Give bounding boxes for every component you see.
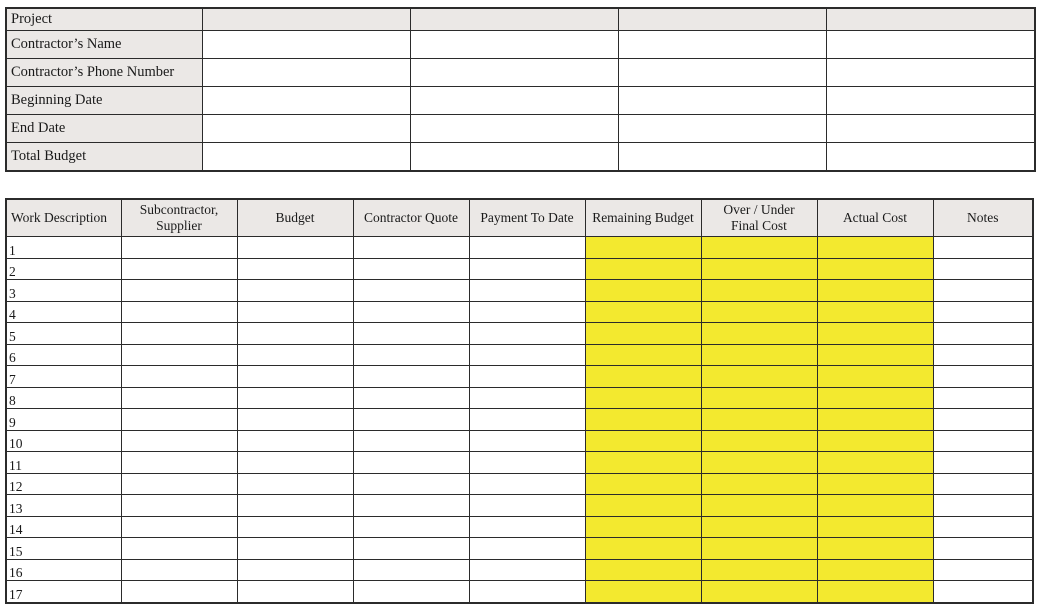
- table-row: [6, 280, 1033, 302]
- cell-notes[interactable]: [933, 538, 1033, 560]
- row-number-cell[interactable]: 5: [6, 323, 121, 345]
- project-info-table: [5, 7, 1036, 172]
- cell-remaining-budget[interactable]: [585, 280, 701, 302]
- project-info-value-cell[interactable]: [826, 87, 1035, 115]
- cell-contractor-quote[interactable]: [353, 258, 469, 280]
- cell-contractor-quote[interactable]: [353, 581, 469, 603]
- cell-over-under[interactable]: [701, 473, 817, 495]
- row-number-cell[interactable]: 4: [6, 301, 121, 323]
- cell-remaining-budget[interactable]: [585, 473, 701, 495]
- cell-subcontractor[interactable]: [121, 323, 237, 345]
- column-header-payment-to-date: Payment To Date: [469, 199, 585, 237]
- cell-actual-cost[interactable]: [817, 387, 933, 409]
- cell-budget[interactable]: [237, 258, 353, 280]
- cell-notes[interactable]: [933, 344, 1033, 366]
- cell-budget[interactable]: [237, 366, 353, 388]
- cell-budget[interactable]: [237, 473, 353, 495]
- cell-payment-to-date[interactable]: [469, 495, 585, 517]
- cell-notes[interactable]: [933, 301, 1033, 323]
- cell-actual-cost[interactable]: [817, 301, 933, 323]
- cell-payment-to-date[interactable]: [469, 237, 585, 259]
- cell-remaining-budget[interactable]: [585, 366, 701, 388]
- cell-remaining-budget[interactable]: [585, 516, 701, 538]
- cell-remaining-budget[interactable]: [585, 559, 701, 581]
- cell-over-under[interactable]: [701, 237, 817, 259]
- row-number-cell[interactable]: 12: [6, 473, 121, 495]
- table-row: [6, 473, 1033, 495]
- cell-subcontractor[interactable]: [121, 280, 237, 302]
- cell-remaining-budget[interactable]: [585, 430, 701, 452]
- project-info-value-cell[interactable]: [410, 8, 618, 31]
- cell-payment-to-date[interactable]: [469, 366, 585, 388]
- project-info-value-cell[interactable]: [202, 115, 410, 143]
- cell-subcontractor[interactable]: [121, 301, 237, 323]
- cell-over-under[interactable]: [701, 495, 817, 517]
- column-header-notes: Notes: [933, 199, 1033, 237]
- cell-contractor-quote[interactable]: [353, 452, 469, 474]
- table-row: [6, 387, 1033, 409]
- cell-subcontractor[interactable]: [121, 430, 237, 452]
- cell-over-under[interactable]: [701, 301, 817, 323]
- cell-budget[interactable]: [237, 538, 353, 560]
- column-header-remaining-budget: Remaining Budget: [585, 199, 701, 237]
- cell-actual-cost[interactable]: [817, 495, 933, 517]
- cell-contractor-quote[interactable]: [353, 473, 469, 495]
- project-info-row: [6, 59, 1035, 87]
- cell-notes[interactable]: [933, 387, 1033, 409]
- cell-over-under[interactable]: [701, 430, 817, 452]
- project-info-value-cell[interactable]: [410, 143, 618, 172]
- project-info-value-cell[interactable]: [826, 31, 1035, 59]
- project-info-label: Contractor’s Name: [6, 31, 202, 59]
- cell-subcontractor[interactable]: [121, 409, 237, 431]
- cell-payment-to-date[interactable]: [469, 409, 585, 431]
- table-row: [6, 258, 1033, 280]
- cell-budget[interactable]: [237, 387, 353, 409]
- table-row: [6, 430, 1033, 452]
- row-number-cell[interactable]: 3: [6, 280, 121, 302]
- project-info-value-cell[interactable]: [618, 115, 826, 143]
- cell-contractor-quote[interactable]: [353, 559, 469, 581]
- project-info-value-cell[interactable]: [618, 59, 826, 87]
- tracker-header-row: [6, 199, 1033, 237]
- table-row: [6, 495, 1033, 517]
- column-header-work-description: Work Description: [6, 199, 121, 237]
- project-info-row: [6, 8, 1035, 31]
- cell-remaining-budget[interactable]: [585, 538, 701, 560]
- table-row: [6, 237, 1033, 259]
- cell-remaining-budget[interactable]: [585, 258, 701, 280]
- cell-subcontractor[interactable]: [121, 473, 237, 495]
- cell-actual-cost[interactable]: [817, 430, 933, 452]
- cell-contractor-quote[interactable]: [353, 344, 469, 366]
- cell-remaining-budget[interactable]: [585, 581, 701, 603]
- project-info-value-cell[interactable]: [826, 143, 1035, 172]
- column-header-line: Final Cost: [731, 218, 787, 233]
- cell-subcontractor[interactable]: [121, 581, 237, 603]
- project-info-label: Contractor’s Phone Number: [6, 59, 202, 87]
- row-number-cell[interactable]: 14: [6, 516, 121, 538]
- cell-actual-cost[interactable]: [817, 323, 933, 345]
- cell-contractor-quote[interactable]: [353, 280, 469, 302]
- cell-budget[interactable]: [237, 495, 353, 517]
- cell-payment-to-date[interactable]: [469, 280, 585, 302]
- cell-budget[interactable]: [237, 516, 353, 538]
- cell-contractor-quote[interactable]: [353, 387, 469, 409]
- cell-payment-to-date[interactable]: [469, 301, 585, 323]
- project-info-row: [6, 143, 1035, 172]
- cell-payment-to-date[interactable]: [469, 538, 585, 560]
- project-info-value-cell[interactable]: [410, 31, 618, 59]
- row-number-cell[interactable]: 17: [6, 581, 121, 603]
- cell-payment-to-date[interactable]: [469, 344, 585, 366]
- column-header-line: Over / Under: [723, 202, 795, 217]
- table-row: [6, 452, 1033, 474]
- cell-actual-cost[interactable]: [817, 344, 933, 366]
- row-number-cell[interactable]: 2: [6, 258, 121, 280]
- cell-notes[interactable]: [933, 473, 1033, 495]
- project-info-value-cell[interactable]: [618, 143, 826, 172]
- cell-payment-to-date[interactable]: [469, 452, 585, 474]
- cell-over-under[interactable]: [701, 323, 817, 345]
- cell-contractor-quote[interactable]: [353, 430, 469, 452]
- cell-over-under[interactable]: [701, 581, 817, 603]
- table-row: [6, 516, 1033, 538]
- cell-actual-cost[interactable]: [817, 237, 933, 259]
- table-row: [6, 581, 1033, 603]
- cell-over-under[interactable]: [701, 452, 817, 474]
- cell-contractor-quote[interactable]: [353, 323, 469, 345]
- project-info-value-cell[interactable]: [826, 8, 1035, 31]
- project-info-value-cell[interactable]: [618, 31, 826, 59]
- budget-tracker-table: [5, 198, 1034, 604]
- cell-actual-cost[interactable]: [817, 258, 933, 280]
- cell-budget[interactable]: [237, 344, 353, 366]
- cell-remaining-budget[interactable]: [585, 344, 701, 366]
- cell-actual-cost[interactable]: [817, 516, 933, 538]
- project-info-value-cell[interactable]: [826, 115, 1035, 143]
- cell-remaining-budget[interactable]: [585, 301, 701, 323]
- cell-over-under[interactable]: [701, 516, 817, 538]
- cell-subcontractor[interactable]: [121, 387, 237, 409]
- cell-payment-to-date[interactable]: [469, 323, 585, 345]
- cell-budget[interactable]: [237, 280, 353, 302]
- cell-notes[interactable]: [933, 237, 1033, 259]
- cell-subcontractor[interactable]: [121, 344, 237, 366]
- cell-actual-cost[interactable]: [817, 409, 933, 431]
- cell-actual-cost[interactable]: [817, 473, 933, 495]
- project-info-label: Total Budget: [6, 143, 202, 172]
- cell-budget[interactable]: [237, 559, 353, 581]
- cell-notes[interactable]: [933, 366, 1033, 388]
- cell-payment-to-date[interactable]: [469, 559, 585, 581]
- project-info-value-cell[interactable]: [410, 115, 618, 143]
- project-info-value-cell[interactable]: [618, 87, 826, 115]
- column-header-line: Subcontractor,: [139, 202, 219, 217]
- cell-over-under[interactable]: [701, 280, 817, 302]
- cell-subcontractor[interactable]: [121, 559, 237, 581]
- cell-notes[interactable]: [933, 409, 1033, 431]
- project-info-row: [6, 115, 1035, 143]
- cell-actual-cost[interactable]: [817, 366, 933, 388]
- cell-notes[interactable]: [933, 323, 1033, 345]
- table-row: [6, 344, 1033, 366]
- cell-over-under[interactable]: [701, 538, 817, 560]
- cell-over-under[interactable]: [701, 344, 817, 366]
- cell-actual-cost[interactable]: [817, 581, 933, 603]
- project-info-value-cell[interactable]: [202, 59, 410, 87]
- cell-over-under[interactable]: [701, 387, 817, 409]
- row-number-cell[interactable]: 10: [6, 430, 121, 452]
- table-row: [6, 559, 1033, 581]
- project-info-row: [6, 31, 1035, 59]
- cell-notes[interactable]: [933, 581, 1033, 603]
- table-row: [6, 301, 1033, 323]
- cell-contractor-quote[interactable]: [353, 516, 469, 538]
- cell-remaining-budget[interactable]: [585, 237, 701, 259]
- cell-payment-to-date[interactable]: [469, 387, 585, 409]
- project-info-value-cell[interactable]: [410, 59, 618, 87]
- cell-remaining-budget[interactable]: [585, 387, 701, 409]
- cell-over-under[interactable]: [701, 559, 817, 581]
- cell-notes[interactable]: [933, 452, 1033, 474]
- cell-payment-to-date[interactable]: [469, 473, 585, 495]
- table-row: [6, 409, 1033, 431]
- project-info-row: [6, 87, 1035, 115]
- row-number-cell[interactable]: 8: [6, 387, 121, 409]
- cell-budget[interactable]: [237, 581, 353, 603]
- cell-subcontractor[interactable]: [121, 452, 237, 474]
- cell-budget[interactable]: [237, 430, 353, 452]
- cell-subcontractor[interactable]: [121, 516, 237, 538]
- cell-contractor-quote[interactable]: [353, 237, 469, 259]
- cell-subcontractor[interactable]: [121, 538, 237, 560]
- cell-contractor-quote[interactable]: [353, 301, 469, 323]
- cell-subcontractor[interactable]: [121, 258, 237, 280]
- column-header-over-under: [701, 199, 817, 237]
- project-info-value-cell[interactable]: [202, 143, 410, 172]
- cell-budget[interactable]: [237, 237, 353, 259]
- cell-over-under[interactable]: [701, 409, 817, 431]
- column-header-line: Supplier: [156, 218, 202, 233]
- cell-actual-cost[interactable]: [817, 280, 933, 302]
- cell-notes[interactable]: [933, 495, 1033, 517]
- row-number-cell[interactable]: 16: [6, 559, 121, 581]
- project-info-value-cell[interactable]: [202, 87, 410, 115]
- row-number-cell[interactable]: 11: [6, 452, 121, 474]
- cell-actual-cost[interactable]: [817, 452, 933, 474]
- cell-over-under[interactable]: [701, 366, 817, 388]
- tracker-body: [6, 237, 1033, 603]
- column-header-budget: Budget: [237, 199, 353, 237]
- project-info-label: End Date: [6, 115, 202, 143]
- row-number-cell[interactable]: 9: [6, 409, 121, 431]
- row-number-cell[interactable]: 1: [6, 237, 121, 259]
- cell-subcontractor[interactable]: [121, 366, 237, 388]
- cell-budget[interactable]: [237, 452, 353, 474]
- project-info-value-cell[interactable]: [202, 31, 410, 59]
- cell-remaining-budget[interactable]: [585, 409, 701, 431]
- project-info-value-cell[interactable]: [410, 87, 618, 115]
- project-info-label: Beginning Date: [6, 87, 202, 115]
- cell-payment-to-date[interactable]: [469, 258, 585, 280]
- cell-subcontractor[interactable]: [121, 237, 237, 259]
- cell-budget[interactable]: [237, 409, 353, 431]
- cell-budget[interactable]: [237, 301, 353, 323]
- cell-contractor-quote[interactable]: [353, 495, 469, 517]
- cell-contractor-quote[interactable]: [353, 409, 469, 431]
- project-info-body: [6, 8, 1035, 171]
- table-row: [6, 323, 1033, 345]
- cell-payment-to-date[interactable]: [469, 516, 585, 538]
- cell-notes[interactable]: [933, 430, 1033, 452]
- row-number-cell[interactable]: 6: [6, 344, 121, 366]
- project-info-value-cell[interactable]: [618, 8, 826, 31]
- table-row: [6, 538, 1033, 560]
- row-number-cell[interactable]: 15: [6, 538, 121, 560]
- column-header-contractor-quote: Contractor Quote: [353, 199, 469, 237]
- cell-payment-to-date[interactable]: [469, 430, 585, 452]
- cell-remaining-budget[interactable]: [585, 323, 701, 345]
- cell-remaining-budget[interactable]: [585, 495, 701, 517]
- cell-budget[interactable]: [237, 323, 353, 345]
- cell-subcontractor[interactable]: [121, 495, 237, 517]
- table-row: [6, 366, 1033, 388]
- cell-actual-cost[interactable]: [817, 538, 933, 560]
- row-number-cell[interactable]: 7: [6, 366, 121, 388]
- cell-contractor-quote[interactable]: [353, 538, 469, 560]
- cell-notes[interactable]: [933, 280, 1033, 302]
- row-number-cell[interactable]: 13: [6, 495, 121, 517]
- project-info-value-cell[interactable]: [826, 59, 1035, 87]
- cell-actual-cost[interactable]: [817, 559, 933, 581]
- cell-notes[interactable]: [933, 516, 1033, 538]
- cell-over-under[interactable]: [701, 258, 817, 280]
- cell-notes[interactable]: [933, 559, 1033, 581]
- project-info-value-cell[interactable]: [202, 8, 410, 31]
- cell-payment-to-date[interactable]: [469, 581, 585, 603]
- cell-notes[interactable]: [933, 258, 1033, 280]
- column-header-actual-cost: Actual Cost: [817, 199, 933, 237]
- project-info-label: Project: [6, 8, 202, 31]
- cell-remaining-budget[interactable]: [585, 452, 701, 474]
- column-header-subcontractor: [121, 199, 237, 237]
- cell-contractor-quote[interactable]: [353, 366, 469, 388]
